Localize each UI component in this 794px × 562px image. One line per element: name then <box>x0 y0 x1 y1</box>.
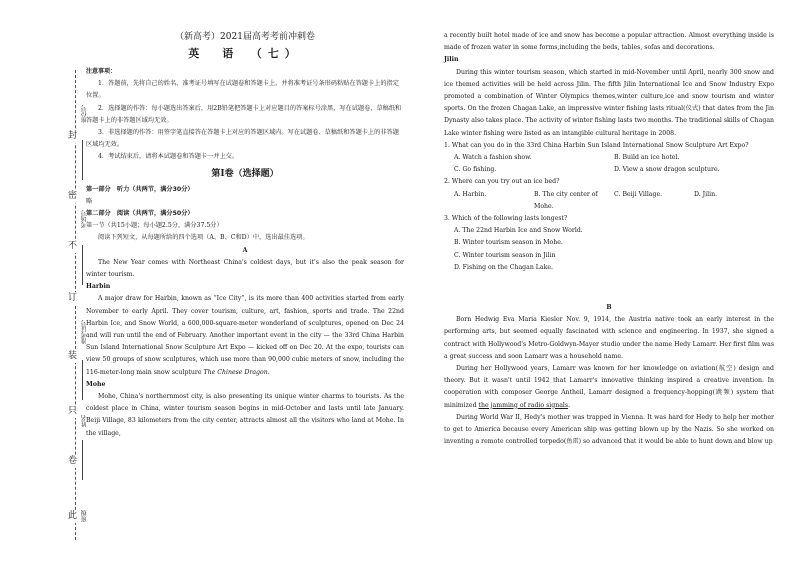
option: B. The city center of Mohe. <box>534 190 598 210</box>
jilin-heading: Jilin <box>444 56 459 64</box>
instruction: 阅读下列短文，从每题所给的四个选项（A、B、C和D）中，选出最佳选项。 <box>98 234 309 242</box>
notice-item: 4．考试结束后，请将本试题卷和答题卡一并上交。 <box>98 153 239 161</box>
harbin-paragraph <box>86 293 404 378</box>
volume-title: 第Ⅰ卷（选择题） <box>211 168 279 179</box>
part1-body: 略 <box>86 197 93 205</box>
option: A. Watch a fashion show. <box>454 154 532 162</box>
subject-title: 英 语 （七） <box>188 47 302 60</box>
seat-number-label: 座位号 <box>81 105 88 123</box>
option-row <box>444 225 774 237</box>
jilin-paragraph: During this winter tourism season, which started in mid-November until April, nearly 300 snow and ice themed activities will be held across Jilin. The fifth Jilin International Ice and Snow Industry Expo promoted a combination of Winter Olympics themes,winter culture,ice and snow tourism and winter sports. On the frozen Chagan Lake, an impressive winter fishing lasts ritual(仪式) that dates from the Jin Dynasty also takes place. The activity of winter fishing lasts two months. The traditional skills of Chagan Lake winter fishing were listed as an intangible cultural heritage in 2008. <box>444 68 774 137</box>
mohe-paragraph: Mohe, China's northernmost city, is also presenting its unique winter charms to tourists. As the coldest place in China, winter tourism season begins in mid-October and lasts until late January. Beiji Village, 83 kilometers from the city center, attracts almost all the visitors who land at Mohe. In the village, <box>86 393 404 437</box>
passage-b-p2-text: During her Hollywood years, Lamarr was known for her knowledge on aviation(航空) design and theory. But it wasn't until 1942 that Lamarr's innovative thinking inspired a creative invention. In cooperation with composer George Antheil, Lamarr designed a frequency-hopping(跳频) system that minimized <box>444 365 774 409</box>
option-row <box>444 237 774 249</box>
seal-char: 不 <box>68 241 78 251</box>
passage-b-label: B <box>606 304 612 312</box>
binding-strip <box>18 70 88 550</box>
seal-char: 订 <box>68 293 78 303</box>
seat-number-line <box>82 140 83 180</box>
option-row <box>444 164 774 176</box>
notice-item: 3．非选择题的作答：用签字笔直接答在答题卡上对应的答题区域内。写在试题卷、草稿纸和答题卡上的非答题区域均无效。 <box>86 129 399 149</box>
part1-title: 第一部分 听力（共两节，满分30分） <box>86 185 194 193</box>
seal-char: 只 <box>68 406 78 416</box>
passage-b-p2-end: . <box>568 401 571 409</box>
mohe-heading: Mohe <box>86 380 106 388</box>
seal-char: 封 <box>68 131 78 141</box>
class-label: 班级 <box>81 510 88 522</box>
notice-item: 1．答题前，先将自己的姓名、准考证号填写在试题卷和答题卡上，并将准考证号条形码粘贴在答题卡上的指定位置。 <box>86 80 399 100</box>
passage-a-label: A <box>242 246 248 254</box>
admission-number-label: 准考证号 <box>81 320 88 344</box>
option: C. Beiji Village. <box>614 190 663 198</box>
exam-title: （新高考）2021届高考考前冲刺卷 <box>175 32 315 42</box>
exam-room-line <box>82 245 83 285</box>
exam-room-label: 考场号 <box>81 210 88 228</box>
option: D. Fishing on the Chagan Lake. <box>454 263 553 271</box>
option: A. The 22nd Harbin Ice and Snow World. <box>454 227 583 235</box>
option-row <box>444 152 774 164</box>
option: B. Winter tourism season in Mohe. <box>454 239 563 247</box>
option-row <box>444 189 774 213</box>
seal-char: 此 <box>68 511 78 521</box>
passage-b-p3: During World War II, Hedy's mother was trapped in Vienna. It was hard for Hedy to help her mother to get to America because every American ship was getting blown up by the Nazis. So she worked on inventing a remote controlled torpedo(鱼雷) so advanced that it would be able to hunt down and blow up <box>444 413 774 446</box>
part2-title: 第二部分 阅读（共两节，满分50分） <box>86 210 194 218</box>
harbin-heading: Harbin <box>86 283 111 291</box>
name-label: 姓名 <box>81 415 88 427</box>
option: D. Jilin. <box>694 190 718 198</box>
option: C. Winter tourism season in Jilin <box>454 251 556 259</box>
passage-b-p2 <box>444 363 774 412</box>
notice-heading: 注意事项： <box>86 68 117 75</box>
harbin-text: A major draw for Harbin, known as “Ice City”, is its more than 400 activities started from early November to early April. They cover tourism, culture, art, fashion, sports and trade. The 22nd Harbin Ice, and Snow World, a 600,000-square-meter wonderland of sculptures, opened on Dec 24 and will run until the end of February. Another important event in the city — the 33rd China Harbin Sun Island International Snow Sculpture Art Expo — kicked off on Dec 20. At the expo, tourists can view 50 groups of snow sculptures, which use more than 90,000 cubic meters of snow, including the 116-meter-long main snow sculpture <box>86 295 404 376</box>
option: C. Go fishing. <box>454 166 497 174</box>
left-column <box>86 30 404 440</box>
option: A. Harbin. <box>454 190 487 198</box>
question-stem: 2. Where can you try out an ice bed? <box>444 178 560 186</box>
option-row <box>444 262 774 274</box>
right-column <box>444 30 774 449</box>
question-stem: 3. Which of the following lasts longest? <box>444 215 568 223</box>
seal-char: 卷 <box>68 456 78 466</box>
option: B. Build an ice hotel. <box>614 154 680 162</box>
passage-a-intro: The New Year comes with Northeast China's coldest days, but it's also the peak season for winter tourism. <box>86 258 404 279</box>
underlined-phrase: the jamming of radio signals <box>478 401 569 409</box>
mohe-continued: a recently built hotel made of ice and snow has become a popular attraction. Almost everything inside is made of frozen water in some forms,including the beds, tables, sofas and decorations. <box>444 32 774 52</box>
harbin-italic: The Chinese Dragon. <box>203 368 270 376</box>
question-stem: 1. What can you do in the 33rd China Harbin Sun Island International Snow Sculpture Art Expo? <box>444 141 749 149</box>
option-row <box>444 250 774 262</box>
name-line <box>82 440 83 480</box>
option: D. View a snow dragon sculpture. <box>614 166 720 174</box>
passage-b-p1: Born Hedwig Eva Maria Kiesler Nov. 9, 1914, the Austria native took an early interest in the performing arts, but seemed equally fascinated with science and engineering. In 1937, she signed a contract with Hollywood's Metro-Goldwyn-Mayer studio under the name Hedy Lamarr. Her first film was a great success and soon Lamarr was a household name. <box>444 316 774 360</box>
seal-char: 密 <box>68 191 78 201</box>
admission-number-line <box>82 360 83 400</box>
notice-item: 2．选择题的作答：每小题选出答案后，用2B铅笔把答题卡上对应题目的答案标号涂黑，写在试题卷、草稿纸和答题卡上的非答题区域均无效。 <box>86 104 402 124</box>
seal-char: 装 <box>68 351 78 361</box>
section1-title: 第一节（共15小题；每小题2.5分，满分37.5分） <box>86 222 223 230</box>
